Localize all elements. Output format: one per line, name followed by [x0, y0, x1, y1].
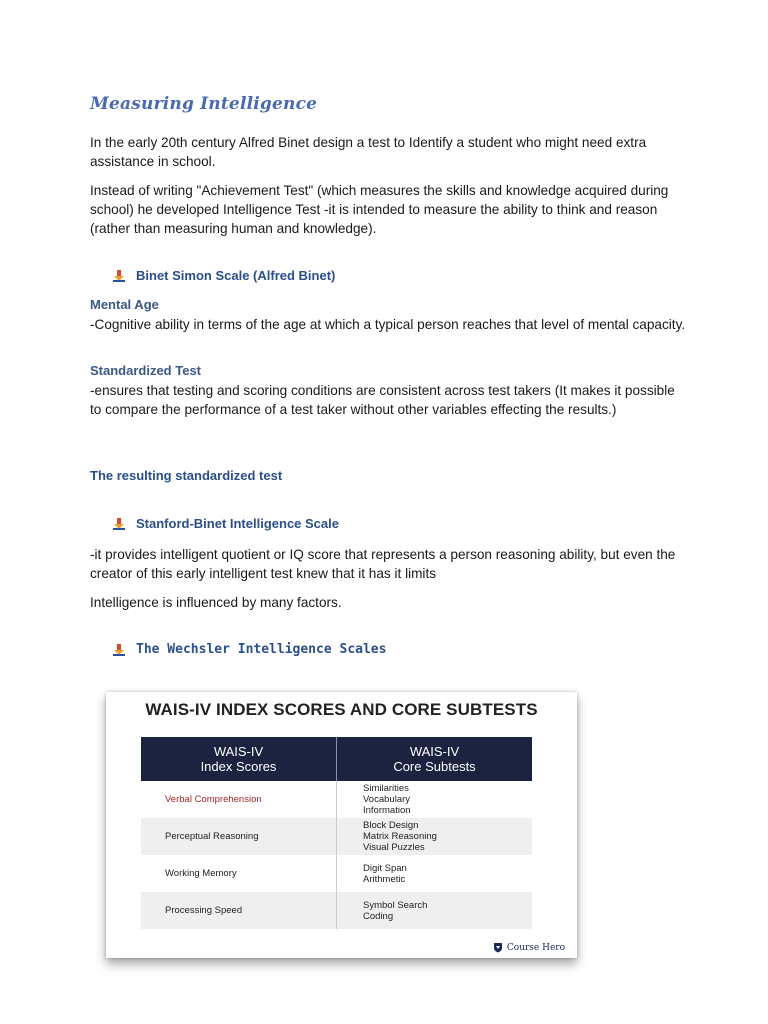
header-line: WAIS-IV	[213, 744, 264, 759]
shield-logo-icon	[493, 942, 503, 953]
subtest-item: Symbol Search	[363, 899, 428, 911]
bullet-heading-label: Binet Simon Scale (Alfred Binet)	[136, 268, 336, 283]
arrow-bullet-icon	[112, 643, 126, 657]
subtests-cell	[336, 892, 532, 929]
subtest-item: Similarities	[363, 783, 409, 794]
page-title: Measuring Intelligence	[90, 94, 318, 114]
subtest-item: Information	[363, 805, 411, 816]
iq-paragraph: -it provides intelligent quotient or IQ score that represents a person reasoning ability, but even the creator of this early intelligent test knew that it has it limits	[90, 547, 676, 581]
wais-iv-table	[141, 737, 532, 929]
subtest-item: Coding	[363, 910, 394, 922]
subtest-item: Digit Span	[363, 862, 407, 874]
logo-text: Course Hero	[506, 942, 565, 953]
subtest-item: Arithmetic	[363, 873, 406, 885]
subtest-item: Visual Puzzles	[363, 842, 425, 853]
subtests-cell	[336, 818, 532, 855]
index-score-cell: Perceptual Reasoning	[165, 831, 259, 842]
standardized-test-heading: Standardized Test	[90, 363, 202, 378]
bullet-heading-wechsler	[112, 642, 386, 657]
bullet-heading-label: Stanford-Binet Intelligence Scale	[136, 516, 339, 531]
subtests-cell	[336, 855, 532, 892]
subtest-item: Block Design	[363, 820, 419, 831]
subtests-cell	[336, 781, 532, 818]
mental-age-text: -Cognitive ability in terms of the age at which a typical person reaches that level of mental capacity.	[90, 317, 686, 332]
factors-paragraph: Intelligence is influenced by many factors.	[90, 595, 342, 610]
index-score-cell: Verbal Comprehension	[165, 794, 262, 805]
subtest-item: Matrix Reasoning	[363, 831, 437, 842]
subtest-item: Vocabulary	[363, 794, 411, 805]
standardized-test-text: -ensures that testing and scoring conditions are consistent across test takers (It makes it possible to compare the performance of a test taker without other variables effecting the results.)	[90, 383, 675, 417]
table-row	[141, 855, 532, 892]
header-line: WAIS-IV	[409, 744, 460, 759]
table-row	[141, 781, 532, 818]
mental-age-heading: Mental Age	[90, 297, 159, 312]
index-score-cell: Working Memory	[165, 868, 237, 879]
header-line: Index Scores	[200, 759, 277, 774]
bullet-heading-label: The Wechsler Intelligence Scales	[136, 642, 387, 657]
table-header	[141, 737, 532, 781]
intro-paragraph-1: In the early 20th century Alfred Binet design a test to Identify a student who might need extra assistance in school.	[90, 135, 647, 169]
arrow-bullet-icon	[112, 269, 126, 283]
course-hero-logo	[493, 942, 565, 953]
header-core-subtests	[336, 737, 532, 781]
table-row	[141, 892, 532, 929]
table-row	[141, 818, 532, 855]
bullet-heading-binet	[112, 268, 335, 283]
bullet-heading-stanford	[112, 516, 339, 531]
header-index-scores	[141, 737, 336, 781]
resulting-test-heading: The resulting standardized test	[90, 468, 283, 483]
wais-iv-figure	[106, 692, 577, 958]
header-line: Core Subtests	[393, 759, 476, 774]
arrow-bullet-icon	[112, 517, 126, 531]
intro-paragraph-2: Instead of writing "Achievement Test" (which measures the skills and knowledge acquired during school) he developed Intelligence Test -it is intended to measure the ability to think and reason (rather than measuring human and knowledge).	[90, 183, 669, 236]
index-score-cell: Processing Speed	[165, 905, 243, 916]
figure-title: WAIS-IV INDEX SCORES AND CORE SUBTESTS	[145, 700, 538, 719]
